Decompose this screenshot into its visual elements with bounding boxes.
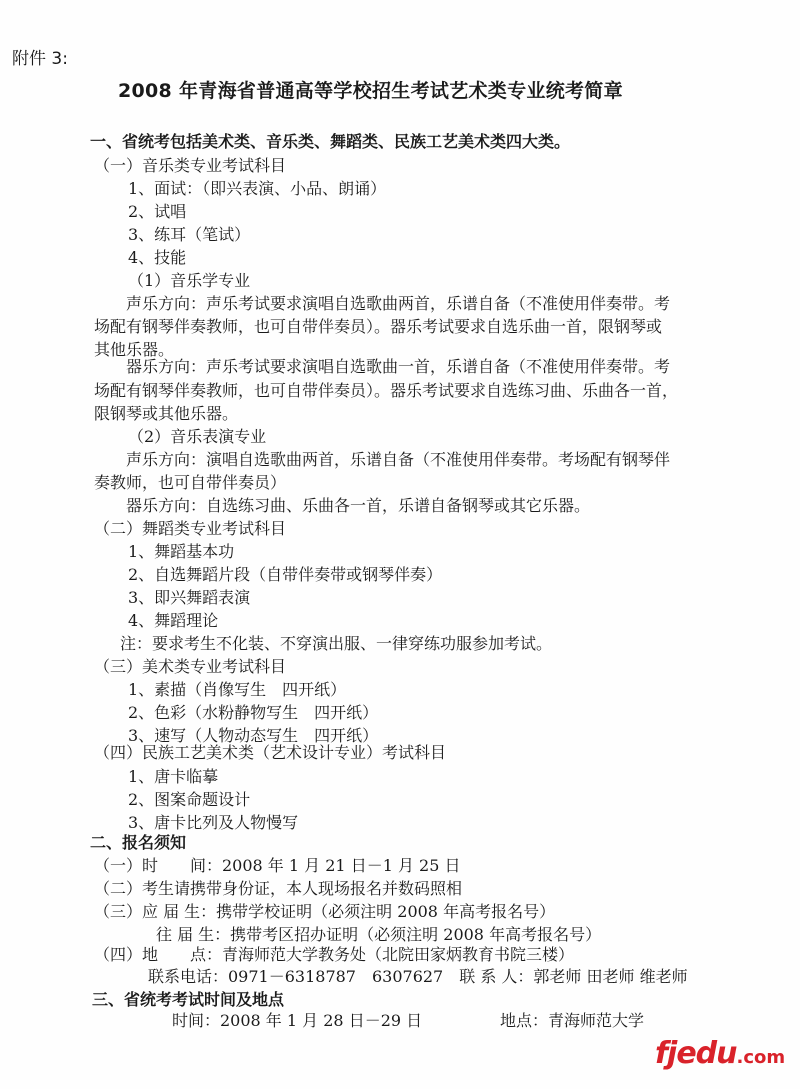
craft-heading: （四）民族工艺美术类（艺术设计专业）考试科目	[94, 743, 447, 762]
dance-note: 注：要求考生不化装、不穿演出服、一律穿练功服参加考试。	[120, 634, 553, 653]
major-2-vocal-line-1: 声乐方向：演唱自选歌曲两首，乐谱自备（不准使用伴奏带。考场配有钢琴伴	[126, 450, 671, 469]
major-2-vocal-line-2: 奏教师，也可自带伴奏员）	[94, 473, 287, 492]
registration-bring: （二）考生请携带身份证，本人现场报名并数码照相	[94, 879, 463, 898]
art-heading: （三）美术类专业考试科目	[94, 657, 287, 676]
major-1-instrument-line-3: 限钢琴或其他乐器。	[94, 404, 239, 423]
dance-item-4: 4、舞蹈理论	[128, 611, 219, 630]
exam-place: 地点：青海师范大学	[500, 1011, 645, 1030]
major-1-vocal-line-2: 场配有钢琴伴奏教师，也可自带伴奏员）。器乐考试要求自选乐曲一首，限钢琴或	[94, 317, 663, 336]
dance-heading: （二）舞蹈类专业考试科目	[94, 519, 287, 538]
dance-item-1: 1、舞蹈基本功	[128, 542, 235, 561]
music-item-4: 4、技能	[128, 248, 187, 267]
craft-item-2: 2、图案命题设计	[128, 790, 251, 809]
major-1-heading: （1）音乐学专业	[128, 271, 251, 290]
music-item-1: 1、面试：（即兴表演、小品、朗诵）	[128, 179, 387, 198]
major-1-vocal-line-1: 声乐方向：声乐考试要求演唱自选歌曲两首，乐谱自备（不准使用伴奏带。考	[126, 294, 671, 313]
art-item-1: 1、素描（肖像写生 四开纸）	[128, 680, 347, 699]
art-item-2: 2、色彩（水粉静物写生 四开纸）	[128, 703, 379, 722]
major-2-instrument: 器乐方向：自选练习曲、乐曲各一首，乐谱自备钢琴或其它乐器。	[126, 496, 591, 515]
craft-item-3: 3、唐卡比列及人物慢写	[128, 813, 299, 832]
attachment-label: 附件 3:	[12, 49, 68, 69]
document-title: 2008 年青海省普通高等学校招生考试艺术类专业统考简章	[118, 80, 623, 102]
section-3-heading: 三、省统考考试时间及地点	[92, 990, 285, 1009]
dance-item-2: 2、自选舞蹈片段（自带伴奏带或钢琴伴奏）	[128, 565, 443, 584]
dance-item-3: 3、即兴舞蹈表演	[128, 588, 251, 607]
major-1-vocal-line-3: 其他乐器。	[94, 340, 175, 359]
section-2-heading: 二、报名须知	[90, 833, 187, 852]
music-heading: （一）音乐类专业考试科目	[94, 156, 287, 175]
exam-time: 时间：2008 年 1 月 28 日－29 日	[172, 1011, 423, 1030]
art-item-3: 3、速写（人物动态写生 四开纸）	[128, 726, 379, 745]
music-item-2: 2、试唱	[128, 202, 187, 221]
section-1-heading: 一、省统考包括美术类、音乐类、舞蹈类、民族工艺美术类四大类。	[90, 132, 571, 151]
registration-time: （一）时 间：2008 年 1 月 21 日－1 月 25 日	[94, 856, 461, 875]
craft-item-1: 1、唐卡临摹	[128, 767, 219, 786]
registration-previous-students: 往 届 生：携带考区招办证明（必须注明 2008 年高考报名号）	[156, 925, 602, 944]
major-2-heading: （2）音乐表演专业	[128, 427, 267, 446]
fjedu-watermark-logo: fjedu.com	[655, 1036, 786, 1071]
major-1-instrument-line-2: 场配有钢琴伴奏教师，也可自带伴奏员）。器乐考试要求自选练习曲、乐曲各一首，	[94, 381, 679, 400]
registration-location: （四）地 点：青海师范大学教务处（北院田家炳教育书院三楼）	[94, 945, 575, 964]
major-1-instrument-line-1: 器乐方向：声乐考试要求演唱自选歌曲一首，乐谱自备（不准使用伴奏带。考	[126, 357, 671, 376]
music-item-3: 3、练耳（笔试）	[128, 225, 251, 244]
registration-contact: 联系电话：0971－6318787 6307627 联 系 人：郭老师 田老师 维老师	[148, 967, 688, 986]
registration-current-students: （三）应 届 生：携带学校证明（必须注明 2008 年高考报名号）	[94, 902, 556, 921]
